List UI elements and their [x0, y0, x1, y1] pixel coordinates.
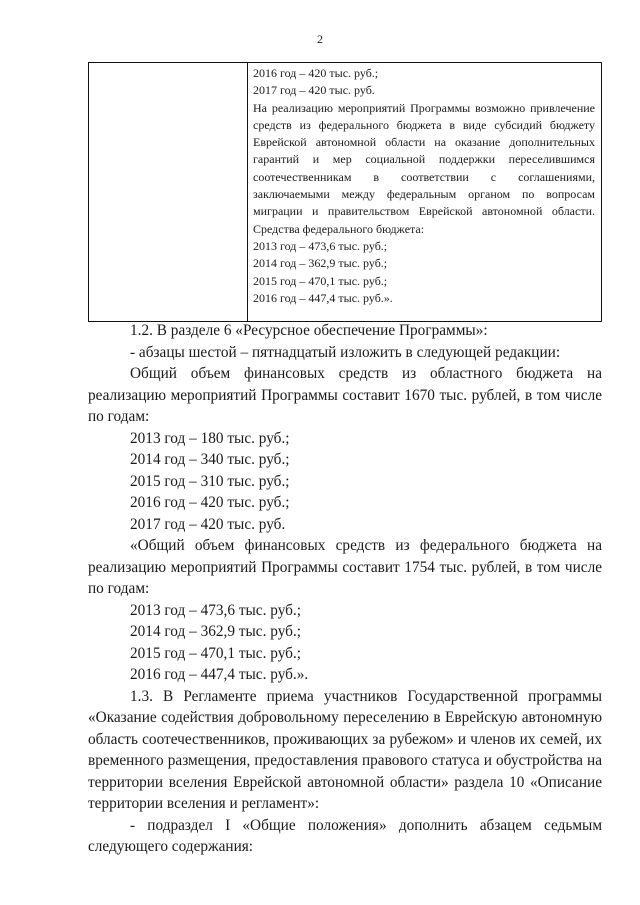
page-number: 2 [317, 32, 323, 46]
table-right-cell [248, 63, 601, 321]
regional-budget-paragraph: Общий объем финансовых средств из областного бюджета на реализацию мероприятий Программы составит 1670 тыс. рублей, в том числе по годам: [88, 365, 602, 425]
year-line: 2014 год – 362,9 тыс. руб.; [130, 623, 301, 640]
table-line: 2013 год – 473,6 тыс. руб.; [253, 238, 388, 253]
year-line: 2015 год – 310 тыс. руб.; [130, 472, 290, 490]
year-line: 2013 год – 180 тыс. руб.; [130, 429, 290, 447]
instruction-paragraph: - абзацы шестой – пятнадцатый изложить в следующей редакции: [130, 343, 561, 361]
table-line: 2016 год – 447,4 тыс. руб.». [253, 290, 393, 305]
year-line: 2014 год – 340 тыс. руб.; [130, 451, 290, 468]
document-body [88, 320, 602, 858]
section-heading-1-2: 1.2. В разделе 6 «Ресурсное обеспечение Программы»: [130, 322, 488, 339]
federal-budget-paragraph: «Общий объем финансовых средств из федерального бюджета на реализацию мероприятий Программы составит 1754 тыс. рублей, в том числе по годам: [88, 537, 602, 597]
year-line: 2017 год – 420 тыс. руб. [130, 515, 286, 533]
table-line: 2015 год – 470,1 тыс. руб.; [253, 273, 388, 288]
subsection-instruction: - подраздел I «Общие положения» дополнить абзацем седьмым следующего содержания: [88, 816, 602, 855]
table-line: 2016 год – 420 тыс. руб.; [253, 66, 379, 80]
year-line: 2016 год – 447,4 тыс. руб.». [130, 666, 309, 683]
section-paragraph-1-3: 1.3. В Регламенте приема участников Государственной программы «Оказание содействия добровольному переселению в Еврейскую автономную область соотечественников, проживающих за рубежом» и членов их семей, их временного размещения, предоставления правового статуса и обустройства на территории вселения Еврейской автономной области» раздела 10 «Описание территории вселения и регламент»: [88, 687, 602, 812]
year-line: 2016 год – 420 тыс. руб.; [130, 494, 290, 511]
year-line: 2015 год – 470,1 тыс. руб.; [130, 644, 301, 662]
year-line: 2013 год – 473,6 тыс. руб.; [130, 601, 301, 619]
table-left-cell [89, 63, 248, 321]
table-paragraph: На реализацию мероприятий Программы возможно привлечение средств из федерального бюджета в виде субсидий бюджету Еврейской автономной области на оказание дополнительных гарантий и мер социальной поддержки переселившимся соотечественникам в соответствии с соглашениями, заключаемыми между федеральным органом по вопросам миграции и правительством Еврейской автономной области. Средства федерального бюджета: [253, 100, 595, 236]
table-line: 2017 год – 420 тыс. руб. [253, 83, 375, 98]
table-line: 2014 год – 362,9 тыс. руб.; [253, 256, 388, 271]
continuation-table [88, 62, 602, 322]
